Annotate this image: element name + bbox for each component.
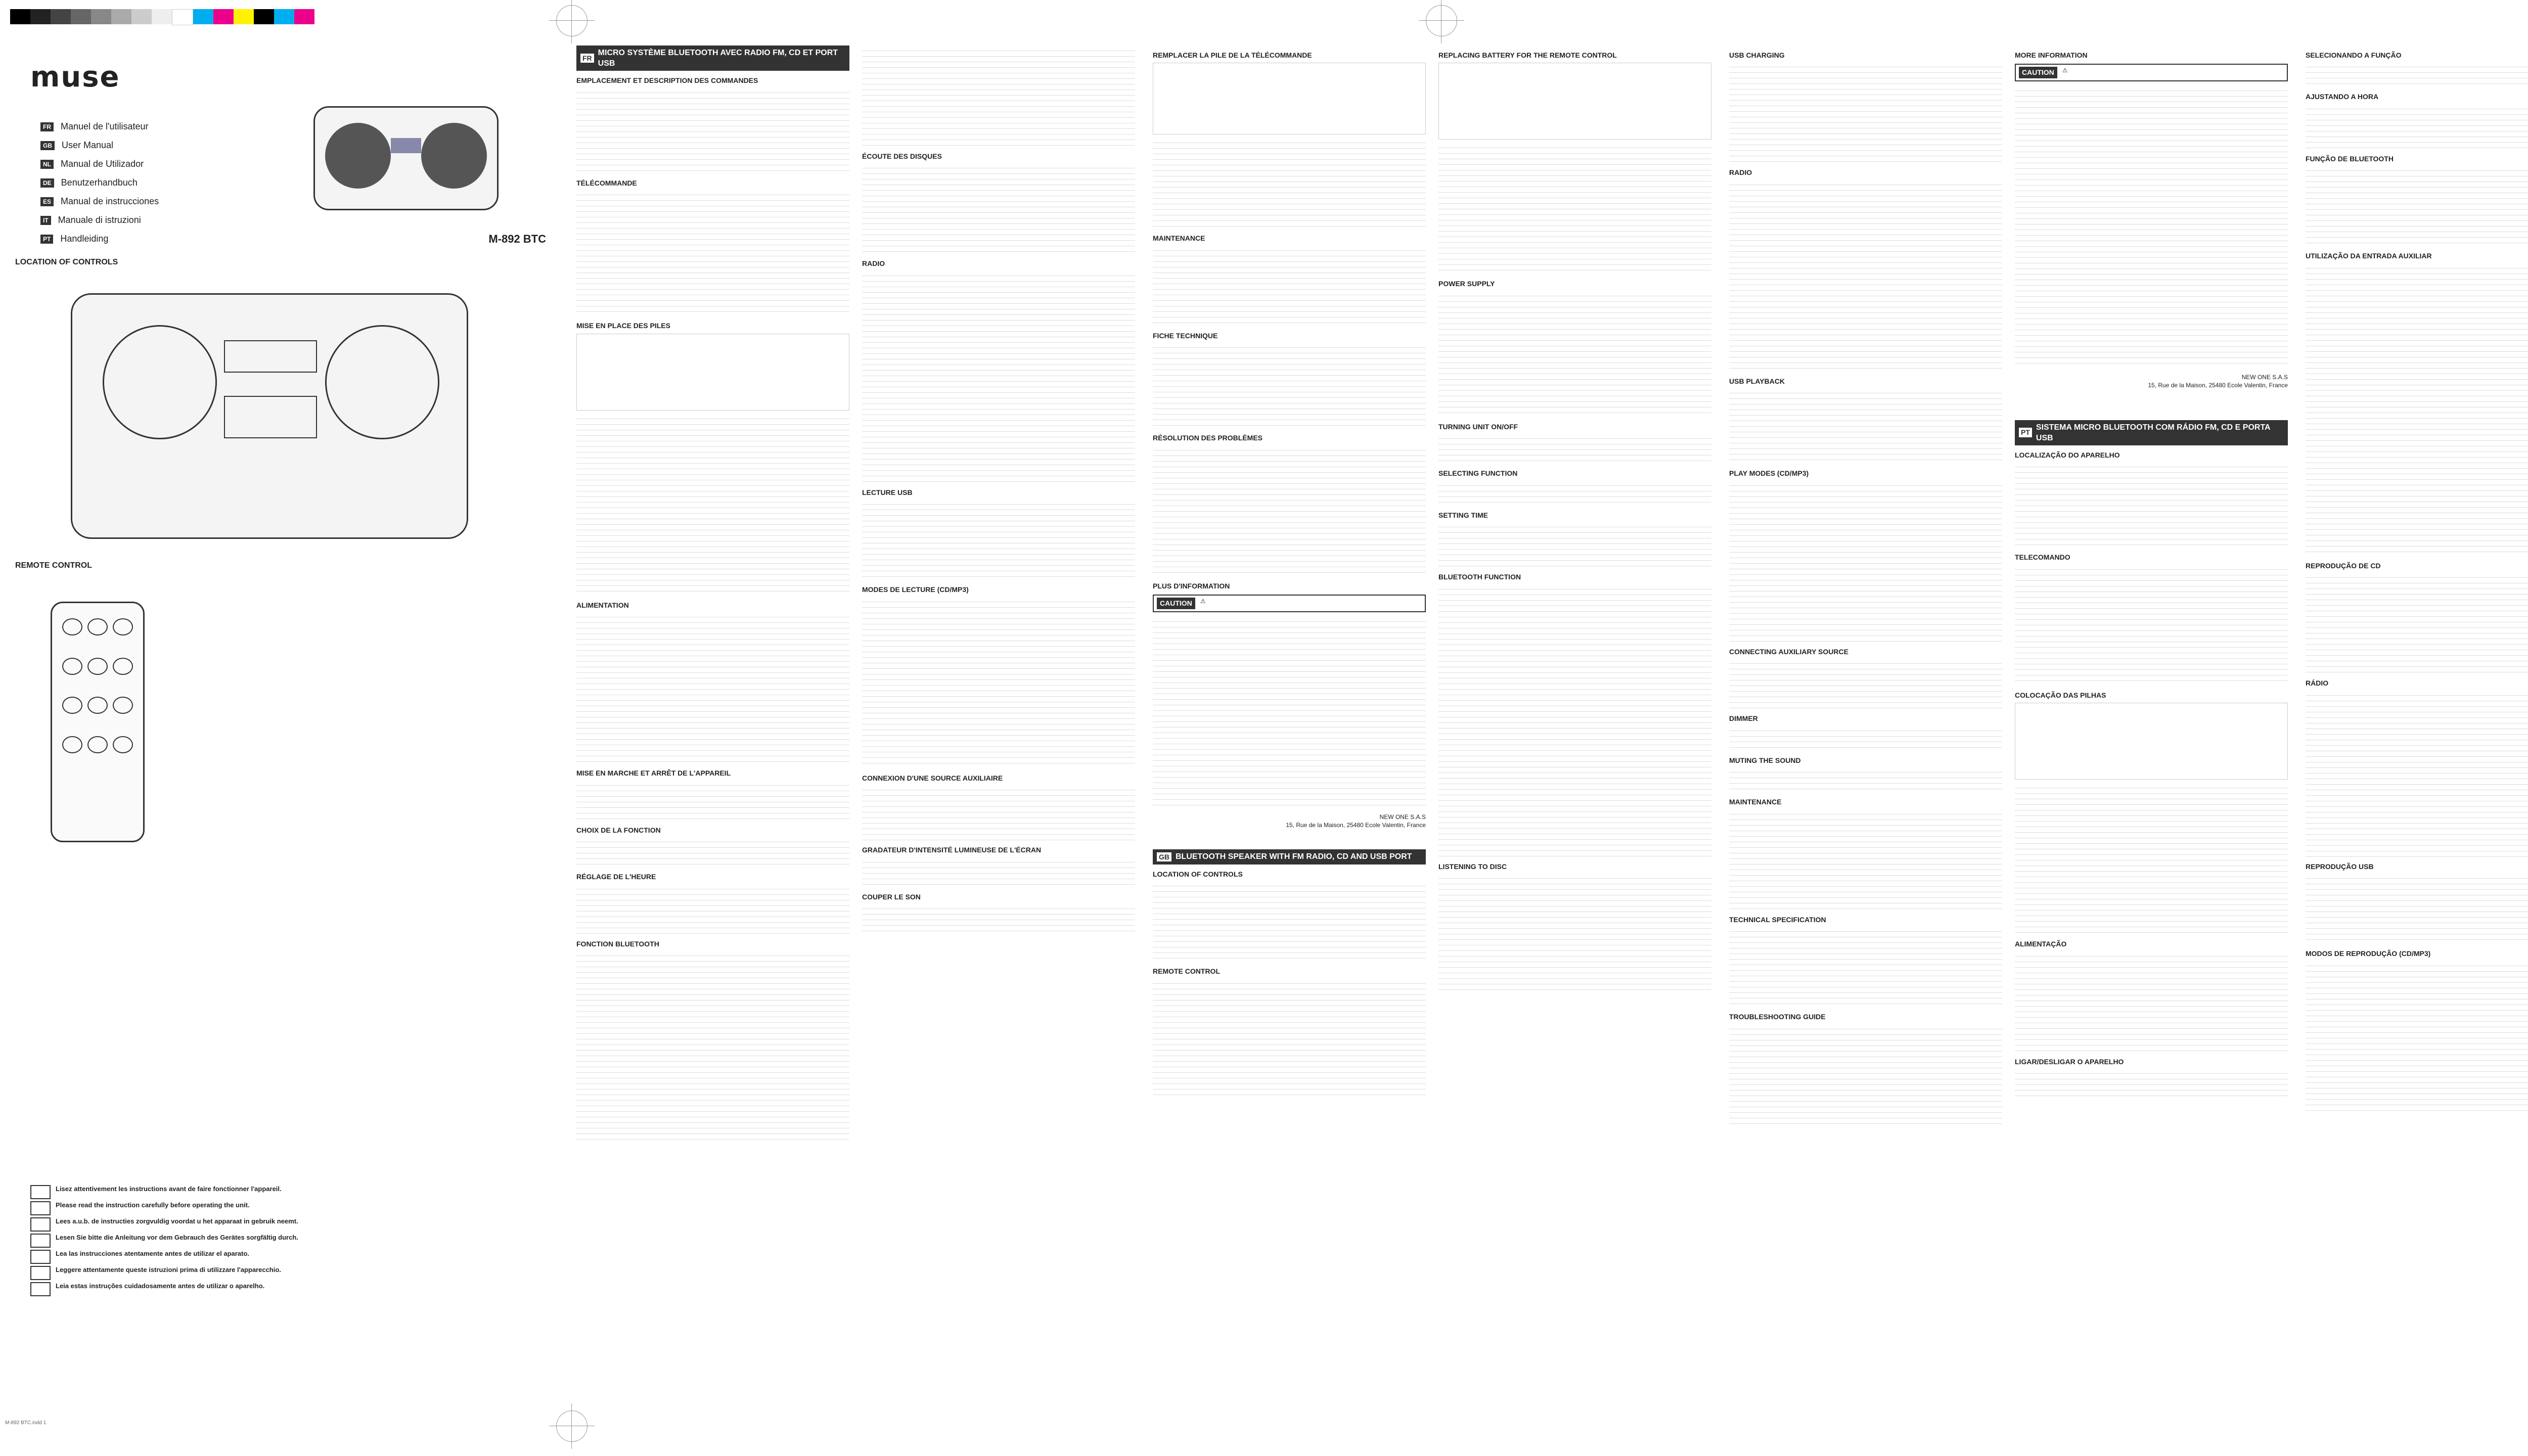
- language-code: IT: [40, 216, 51, 225]
- gb-text-block: [1438, 584, 1711, 857]
- pt-section-heading: REPRODUÇÃO USB: [2306, 862, 2374, 871]
- fr-section-heading: LECTURE USB: [862, 488, 913, 496]
- pt-section-heading: REPRODUÇÃO DE CD: [2306, 561, 2381, 570]
- fr-section-heading: MISE EN MARCHE ET ARRÊT DE L'APPAREIL: [576, 769, 731, 778]
- fr-text-block: [576, 612, 849, 763]
- fr-address: [1153, 813, 1426, 830]
- pt-text-block: [2306, 263, 2528, 556]
- language-code: DE: [40, 178, 54, 188]
- safety-row: [30, 1217, 536, 1232]
- fr-section-heading: MISE EN PLACE DES PILES: [576, 322, 670, 330]
- fr-text-block: [576, 414, 849, 596]
- fr-text-block: [862, 857, 1135, 887]
- safety-text: Please read the instruction carefully before operating the unit.: [56, 1201, 250, 1209]
- pt-section-heading: FUNÇÃO DE BLUETOOTH: [2306, 154, 2394, 163]
- fr-text-block: [862, 785, 1135, 840]
- page-pt-de: [2300, 30, 2528, 1436]
- pt-section-heading: UTILIZAÇÃO DA ENTRADA AUXILIAR: [2306, 252, 2432, 260]
- brand-logo-text: muse: [30, 61, 120, 94]
- fr-section-heading: FONCTION BLUETOOTH: [576, 939, 659, 948]
- warning-icon: ⚠: [2062, 67, 2068, 74]
- flag-icon: [30, 1282, 51, 1296]
- fr-text-block: [862, 499, 1135, 580]
- fr-text-block: [862, 597, 1135, 768]
- safety-text: Leggere attentamente queste istruzioni prima di utilizzare l'apparecchio.: [56, 1266, 281, 1273]
- language-item: [40, 121, 159, 132]
- gb-text-block: [1729, 767, 2002, 792]
- pt-section-heading: TELECOMANDO: [2015, 553, 2070, 562]
- page-gb: [1724, 30, 2295, 1436]
- gb-section-heading: PLAY MODES (CD/MP3): [1729, 469, 1809, 478]
- fr-section-heading: ALIMENTATION: [576, 601, 629, 609]
- pt-section-heading: LIGAR/DESLIGAR O APARELHO: [2015, 1057, 2124, 1066]
- language-code: FR: [40, 122, 54, 131]
- pt-text-block: [2306, 690, 2528, 857]
- gb-section-heading: TROUBLESHOOTING GUIDE: [1729, 1013, 1826, 1021]
- fr-text-block: [576, 837, 849, 867]
- gb-section-heading: SETTING TIME: [1438, 511, 1488, 519]
- gb-text-block: [1438, 433, 1711, 464]
- fr-text-block: [862, 46, 1135, 147]
- pt-text-block: [2015, 462, 2288, 548]
- gb-section-heading: TECHNICAL SPECIFICATION: [1729, 915, 1826, 924]
- language-code: NL: [40, 160, 54, 169]
- gb-column-2: [1729, 46, 2002, 1125]
- fr-section-heading: RÉSOLUTION DES PROBLÈMES: [1153, 434, 1263, 442]
- gb-column-1: [1438, 46, 1711, 994]
- company-name: NEW ONE S.A.S: [1379, 813, 1426, 821]
- gb-section-heading: LOCATION OF CONTROLS: [1153, 870, 1243, 878]
- gb-text-block: [1438, 143, 1711, 274]
- language-label: User Manual: [62, 140, 114, 150]
- gb-text-block: [1729, 926, 2002, 1007]
- gb-text-block: [1729, 179, 2002, 372]
- fr-text-block: [862, 903, 1135, 934]
- fr-text-block: [576, 87, 849, 173]
- gb-title: BLUETOOTH SPEAKER WITH FM RADIO, CD AND USB PORT: [1176, 852, 1412, 861]
- gb-text-block: [1729, 62, 2002, 163]
- gb-text-block: [1153, 881, 1426, 962]
- safety-text: Lesen Sie bitte die Anleitung vor dem Gebrauch des Gerätes sorgfältig durch.: [56, 1234, 298, 1241]
- gb-section-heading: LISTENING TO DISC: [1438, 862, 1507, 871]
- pt-text-block: [2015, 1068, 2288, 1099]
- language-code: GB: [40, 141, 55, 150]
- gb-text-block: [1729, 388, 2002, 464]
- gb-pt-column: [2015, 46, 2288, 1099]
- language-label: Benutzerhandbuch: [61, 177, 138, 188]
- fr-text-block: [1153, 445, 1426, 576]
- fr-section-heading: REMPLACER LA PILE DE LA TÉLÉCOMMANDE: [1153, 51, 1312, 59]
- gb-section-heading: DIMMER: [1729, 714, 1758, 723]
- fr-section-heading: MODES DE LECTURE (CD/MP3): [862, 585, 969, 594]
- gb-text-block: [1729, 1024, 2002, 1125]
- fr-section-heading: ÉCOUTE DES DISQUES: [862, 152, 942, 160]
- pt-section-heading: LOCALIZAÇÃO DO APARELHO: [2015, 450, 2120, 459]
- flag-icon: [30, 1217, 51, 1232]
- fr-column-2: [862, 46, 1135, 934]
- safety-icons: [30, 1183, 536, 1298]
- gb-section-heading: BLUETOOTH FUNCTION: [1438, 573, 1521, 581]
- flag-icon: [30, 1234, 51, 1248]
- company-address: 15, Rue de la Maison, 25480 Ecole Valentin, France: [2148, 381, 2288, 389]
- footer-file: M-892 BTC.indd 1: [5, 1420, 47, 1426]
- controls-diagram: [71, 293, 468, 539]
- fr-text-block: [862, 270, 1135, 483]
- safety-row: [30, 1185, 536, 1199]
- fr-text-block: [576, 884, 849, 934]
- language-code: PT: [40, 235, 53, 244]
- fr-section-heading: FICHE TECHNIQUE: [1153, 331, 1218, 340]
- battery-replace-diagram: [1438, 63, 1711, 140]
- flag-icon: [30, 1185, 51, 1199]
- brand-logo: [30, 61, 253, 121]
- pt-section-heading: AJUSTANDO A HORA: [2306, 93, 2379, 101]
- gb-text-block: [1729, 480, 2002, 642]
- gb-text-block: [1729, 809, 2002, 910]
- safety-text: Leia estas instruções cuidadosamente antes de utilizar o aparelho.: [56, 1282, 265, 1290]
- gb-text-block: [1438, 291, 1711, 417]
- language-label: Manuel de l'utilisateur: [61, 121, 149, 131]
- fr-section-heading: EMPLACEMENT ET DESCRIPTION DES COMMANDES: [576, 76, 758, 85]
- gb-section-heading: USB PLAYBACK: [1729, 377, 1785, 385]
- gb-text-block: [1729, 658, 2002, 709]
- battery-replace-diagram: [1153, 63, 1426, 134]
- fr-section-heading: PLUS D'INFORMATION: [1153, 581, 1230, 590]
- flag-icon: [30, 1201, 51, 1215]
- fr-text-block: [1153, 616, 1426, 808]
- warning-icon: ⚠: [1200, 598, 1206, 605]
- company-address: 15, Rue de la Maison, 25480 Ecole Valentin, France: [1286, 821, 1426, 829]
- fr-text-block: [1153, 245, 1426, 326]
- fr-lang-code: FR: [580, 54, 594, 63]
- caution-box: [1153, 595, 1426, 612]
- pt-section-heading: MODOS DE REPRODUÇÃO (CD/MP3): [2306, 949, 2431, 958]
- company-name: NEW ONE S.A.S: [2241, 373, 2288, 381]
- safety-row: [30, 1282, 536, 1296]
- safety-row: [30, 1266, 536, 1280]
- fr-column-1: [576, 46, 849, 1143]
- page-cover: [0, 30, 566, 1436]
- gb-text-block: [1438, 522, 1711, 567]
- location-of-controls-title: LOCATION OF CONTROLS: [15, 258, 118, 266]
- fr-section-heading: CONNEXION D'UNE SOURCE AUXILIAIRE: [862, 774, 1003, 782]
- safety-row: [30, 1250, 536, 1264]
- fr-text-block: [576, 950, 849, 1143]
- gb-text-block: [2015, 85, 2288, 369]
- language-item: [40, 196, 159, 207]
- pt-header: [2015, 420, 2288, 445]
- pt-section-heading: RÁDIO: [2306, 679, 2329, 688]
- gb-text-block: [1729, 725, 2002, 751]
- pt-lang-code: PT: [2019, 428, 2032, 437]
- remote-control-diagram: [51, 602, 145, 842]
- fr-title: MICRO SYSTÈME BLUETOOTH AVEC RADIO FM, CD ET PORT USB: [598, 49, 838, 68]
- gb-lang-code: GB: [1157, 852, 1171, 861]
- safety-text: Lees a.u.b. de instructies zorgvuldig voordat u het apparaat in gebruik neemt.: [56, 1217, 298, 1225]
- gb-address: [2015, 374, 2288, 390]
- gb-section-heading: USB CHARGING: [1729, 51, 1785, 59]
- gb-text-block: [1438, 873, 1711, 994]
- fr-text-block: [862, 163, 1135, 254]
- pt-section-heading: SELECIONANDO A FUNÇÃO: [2306, 51, 2402, 59]
- safety-text: Lea las instrucciones atentamente antes de utilizar el aparato.: [56, 1250, 249, 1257]
- fr-header: [576, 46, 849, 71]
- page-fr-gb: [1148, 30, 1719, 1436]
- fr-section-heading: CHOIX DE LA FONCTION: [576, 826, 661, 834]
- gb-section-heading: TURNING UNIT ON/OFF: [1438, 422, 1518, 431]
- product-image: [313, 106, 499, 210]
- language-item: [40, 234, 159, 244]
- battery-diagram: [2015, 703, 2288, 780]
- pt-text-block: [2306, 62, 2528, 87]
- caution-tag: CAUTION: [1157, 598, 1195, 609]
- pt-text-block: [2306, 572, 2528, 673]
- pt-section-heading: COLOCAÇÃO DAS PILHAS: [2015, 691, 2106, 699]
- language-label: Manuale di istruzioni: [58, 215, 141, 225]
- fr-text-block: [576, 780, 849, 821]
- caution-box: [2015, 64, 2288, 81]
- gb-section-heading: REPLACING BATTERY FOR THE REMOTE CONTROL: [1438, 51, 1617, 59]
- fr-text-block: [576, 190, 849, 316]
- pt-title: SISTEMA MICRO BLUETOOTH COM RÁDIO FM, CD E PORTA USB: [2036, 423, 2270, 442]
- language-label: Handleiding: [60, 234, 109, 244]
- gb-section-heading: MORE INFORMATION: [2015, 51, 2088, 59]
- fr-section-heading: RÉGLAGE DE L'HEURE: [576, 873, 656, 881]
- safety-row: [30, 1201, 536, 1215]
- safety-row: [30, 1234, 536, 1248]
- gb-section-heading: MUTING THE SOUND: [1729, 756, 1801, 764]
- gb-section-heading: MAINTENANCE: [1729, 798, 1782, 806]
- gb-section-heading: REMOTE CONTROL: [1153, 967, 1220, 976]
- language-code: ES: [40, 197, 54, 206]
- battery-diagram: [576, 334, 849, 411]
- fr-text-block: [1153, 342, 1426, 428]
- gb-header: [1153, 849, 1426, 864]
- pt-text-block: [2306, 961, 2528, 1112]
- fr-column-3: [1153, 46, 1426, 1100]
- pt-text-block: [2015, 564, 2288, 686]
- fr-section-heading: GRADATEUR D'INTENSITÉ LUMINEUSE DE L'ÉCRAN: [862, 846, 1042, 854]
- language-label: Manual de Utilizador: [61, 159, 144, 169]
- language-item: [40, 140, 159, 151]
- pt-text-block: [2306, 873, 2528, 944]
- language-label: Manual de instrucciones: [61, 196, 159, 206]
- flag-icon: [30, 1250, 51, 1264]
- fr-section-heading: MAINTENANCE: [1153, 234, 1205, 243]
- language-list: [40, 121, 159, 252]
- gb-section-heading: SELECTING FUNCTION: [1438, 469, 1518, 478]
- language-item: [40, 159, 159, 169]
- gb-section-heading: POWER SUPPLY: [1438, 280, 1495, 288]
- fr-text-block: [1153, 138, 1426, 229]
- gb-text-block: [1153, 978, 1426, 1100]
- fr-section-heading: COUPER LE SON: [862, 892, 921, 901]
- pt-section: [2015, 420, 2288, 1099]
- remote-control-title: REMOTE CONTROL: [15, 561, 92, 570]
- fr-section-heading: TÉLÉCOMMANDE: [576, 178, 637, 187]
- model-number: M-892 BTC: [488, 233, 546, 245]
- fr-section-heading: RADIO: [862, 259, 885, 268]
- page-fr: [571, 30, 1143, 1436]
- color-calibration-bar: [10, 9, 314, 24]
- pt-column: [2306, 46, 2528, 1112]
- gb-section: [1153, 849, 1426, 1099]
- safety-text: Lisez attentivement les instructions avant de faire fonctionner l'appareil.: [56, 1185, 282, 1193]
- flag-icon: [30, 1266, 51, 1280]
- language-item: [40, 215, 159, 225]
- pt-text-block: [2015, 783, 2288, 934]
- gb-text-block: [1438, 480, 1711, 506]
- pt-text-block: [2306, 165, 2528, 246]
- caution-tag: CAUTION: [2019, 67, 2057, 78]
- gb-section-heading: RADIO: [1729, 168, 1752, 177]
- pt-text-block: [2306, 104, 2528, 149]
- pt-text-block: [2015, 951, 2288, 1052]
- gb-section-heading: CONNECTING AUXILIARY SOURCE: [1729, 647, 1848, 656]
- print-footer: [5, 1420, 46, 1426]
- pt-section-heading: ALIMENTAÇÃO: [2015, 940, 2067, 948]
- language-item: [40, 177, 159, 188]
